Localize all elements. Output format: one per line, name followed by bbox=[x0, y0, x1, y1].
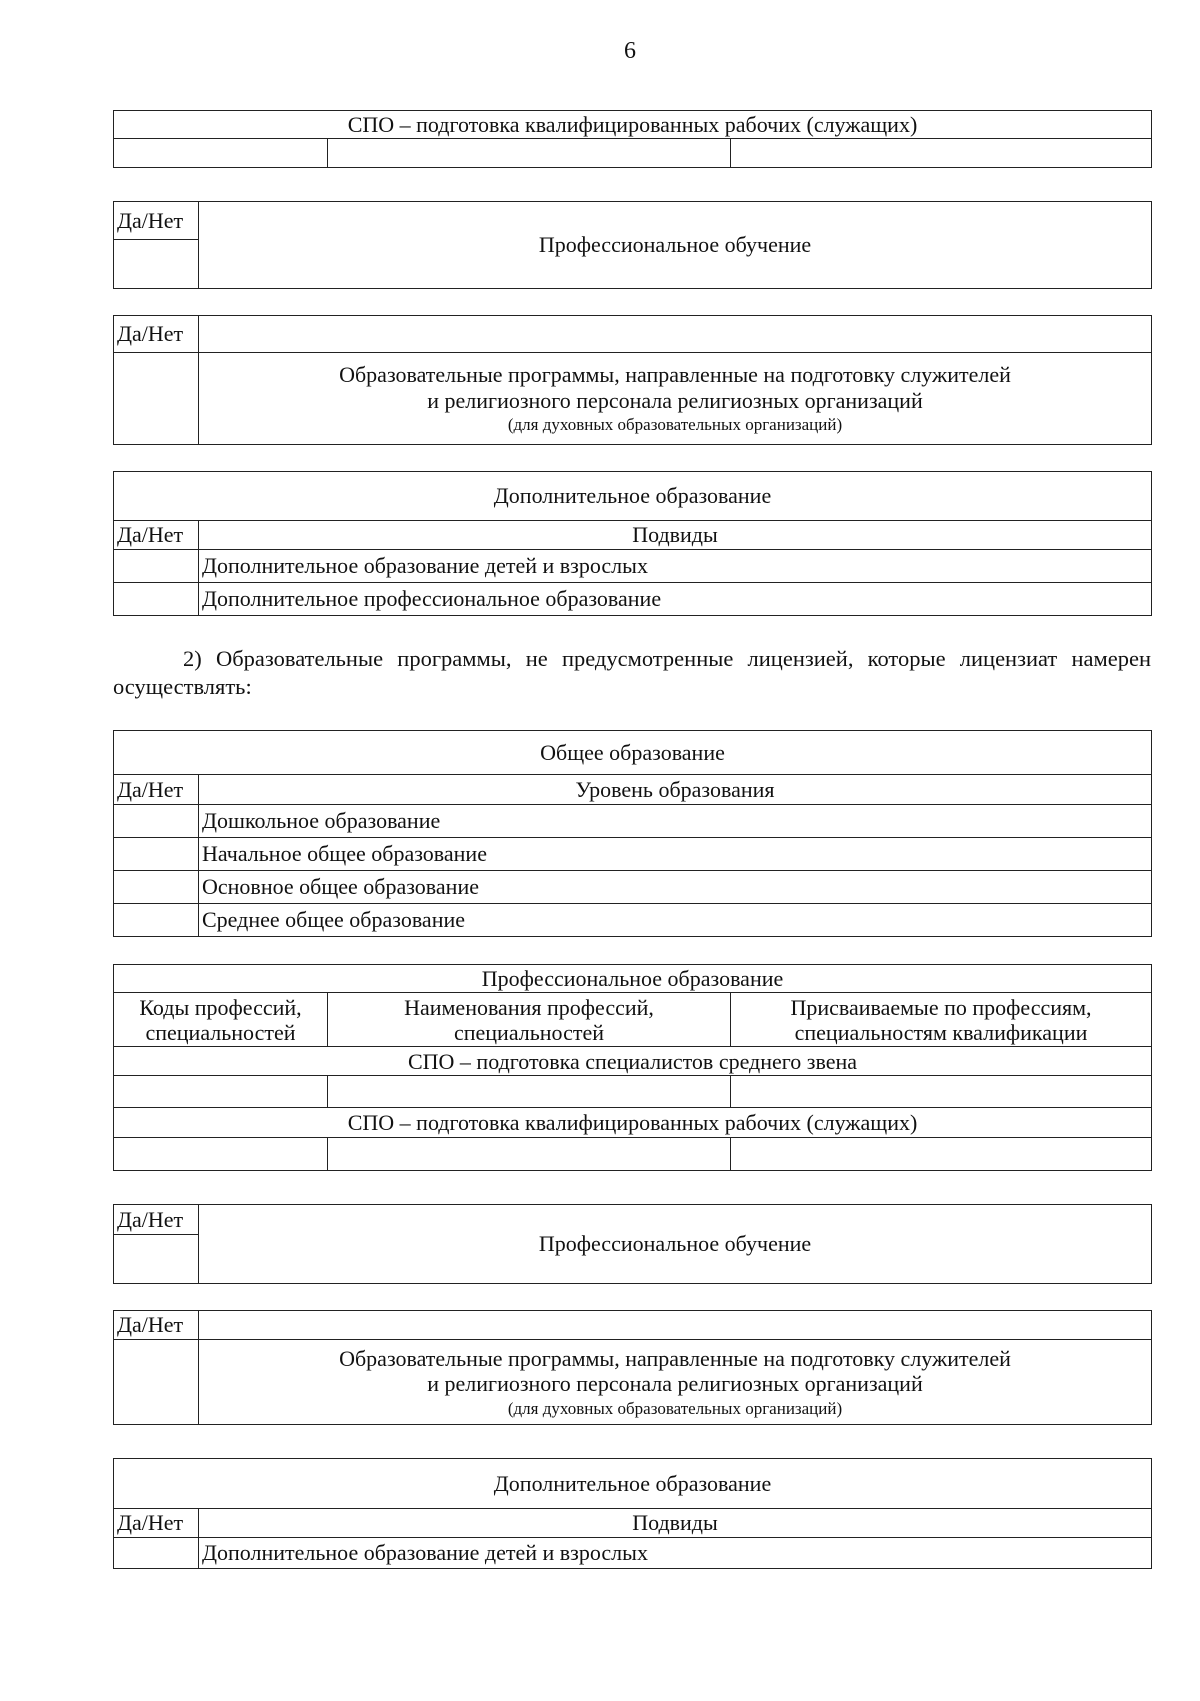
prof-training-table-1 bbox=[113, 201, 1152, 289]
subtypes-header: Подвиды bbox=[199, 521, 1152, 550]
additional-education-title: Дополнительное образование bbox=[114, 1459, 1152, 1509]
yes-no-cell[interactable] bbox=[114, 550, 199, 583]
code-cell[interactable] bbox=[114, 1076, 328, 1108]
yes-no-cell[interactable] bbox=[114, 805, 199, 838]
yes-no-cell[interactable] bbox=[114, 904, 199, 937]
spo-workers-heading: СПО – подготовка квалифицированных рабочих (служащих) bbox=[114, 1108, 1152, 1138]
blank-cell bbox=[199, 316, 1152, 353]
prof-training-title: Профессиональное обучение bbox=[199, 1205, 1152, 1284]
qualifications-header: Присваиваемые по профессиям, специальностям квалификации bbox=[731, 993, 1152, 1047]
professional-education-title: Профессиональное образование bbox=[114, 965, 1152, 993]
prof-training-title: Профессиональное обучение bbox=[199, 202, 1152, 289]
education-level-header: Уровень образования bbox=[199, 775, 1152, 805]
names-header: Наименования профессий, специальностей bbox=[328, 993, 731, 1047]
professional-education-table bbox=[113, 964, 1152, 1171]
religious-programs-text bbox=[199, 353, 1152, 445]
yes-no-cell[interactable] bbox=[114, 1538, 199, 1569]
yes-no-label: Да/Нет bbox=[114, 1205, 199, 1235]
page-number: 6 bbox=[624, 38, 636, 64]
codes-header: Коды профессий, специальностей bbox=[114, 993, 328, 1047]
code-cell[interactable] bbox=[114, 1138, 328, 1171]
blank-cell bbox=[199, 1311, 1152, 1340]
yes-no-label: Да/Нет bbox=[114, 1509, 199, 1538]
name-cell[interactable] bbox=[328, 1076, 731, 1108]
religious-note: (для духовных образовательных организаций) bbox=[507, 415, 843, 435]
name-cell[interactable] bbox=[328, 1138, 731, 1171]
religious-line-1: Образовательные программы, направленные на подготовку служителей bbox=[339, 362, 1011, 388]
intro-paragraph: 2) Образовательные программы, не предусмотренные лицензией, которые лицензиат намерен осуществлять: bbox=[113, 646, 1151, 700]
religious-note: (для духовных образовательных организаций) bbox=[507, 1398, 843, 1418]
yes-no-label: Да/Нет bbox=[114, 775, 199, 805]
religious-line-2: и религиозного персонала религиозных организаций bbox=[427, 387, 923, 413]
yes-no-label: Да/Нет bbox=[114, 202, 199, 240]
prof-training-table-2 bbox=[113, 1204, 1152, 1284]
yes-no-cell[interactable] bbox=[114, 871, 199, 904]
yes-no-cell[interactable] bbox=[114, 353, 199, 445]
general-item: Основное общее образование bbox=[199, 871, 1152, 904]
religious-programs-table-1 bbox=[113, 315, 1152, 445]
yes-no-label: Да/Нет bbox=[114, 521, 199, 550]
religious-programs-text bbox=[199, 1340, 1152, 1425]
qualification-cell[interactable] bbox=[731, 1076, 1152, 1108]
general-education-title: Общее образование bbox=[114, 731, 1152, 775]
additional-education-table-2 bbox=[113, 1458, 1152, 1569]
qualification-cell[interactable] bbox=[731, 1138, 1152, 1171]
additional-education-title: Дополнительное образование bbox=[114, 472, 1152, 521]
general-education-table bbox=[113, 730, 1152, 937]
yes-no-cell[interactable] bbox=[114, 240, 199, 289]
general-item: Среднее общее образование bbox=[199, 904, 1152, 937]
additional-item: Дополнительное образование детей и взрослых bbox=[199, 550, 1152, 583]
religious-programs-table-2 bbox=[113, 1310, 1152, 1425]
general-item: Начальное общее образование bbox=[199, 838, 1152, 871]
name-cell[interactable] bbox=[328, 139, 731, 168]
qualification-cell[interactable] bbox=[731, 139, 1152, 168]
subtypes-header: Подвиды bbox=[199, 1509, 1152, 1538]
religious-line-1: Образовательные программы, направленные на подготовку служителей bbox=[339, 1345, 1011, 1371]
religious-line-2: и религиозного персонала религиозных организаций bbox=[427, 1371, 923, 1397]
spo-workers-table-1 bbox=[113, 110, 1152, 168]
yes-no-cell[interactable] bbox=[114, 1340, 199, 1425]
code-cell[interactable] bbox=[114, 139, 328, 168]
spo-workers-heading: СПО – подготовка квалифицированных рабочих (служащих) bbox=[114, 111, 1152, 139]
additional-education-table-1 bbox=[113, 471, 1152, 616]
spo-specialists-heading: СПО – подготовка специалистов среднего звена bbox=[114, 1047, 1152, 1076]
yes-no-cell[interactable] bbox=[114, 1235, 199, 1284]
additional-item: Дополнительное профессиональное образование bbox=[199, 583, 1152, 616]
additional-item: Дополнительное образование детей и взрослых bbox=[199, 1538, 1152, 1569]
yes-no-cell[interactable] bbox=[114, 838, 199, 871]
general-item: Дошкольное образование bbox=[199, 805, 1152, 838]
yes-no-cell[interactable] bbox=[114, 583, 199, 616]
yes-no-label: Да/Нет bbox=[114, 316, 199, 353]
yes-no-label: Да/Нет bbox=[114, 1311, 199, 1340]
